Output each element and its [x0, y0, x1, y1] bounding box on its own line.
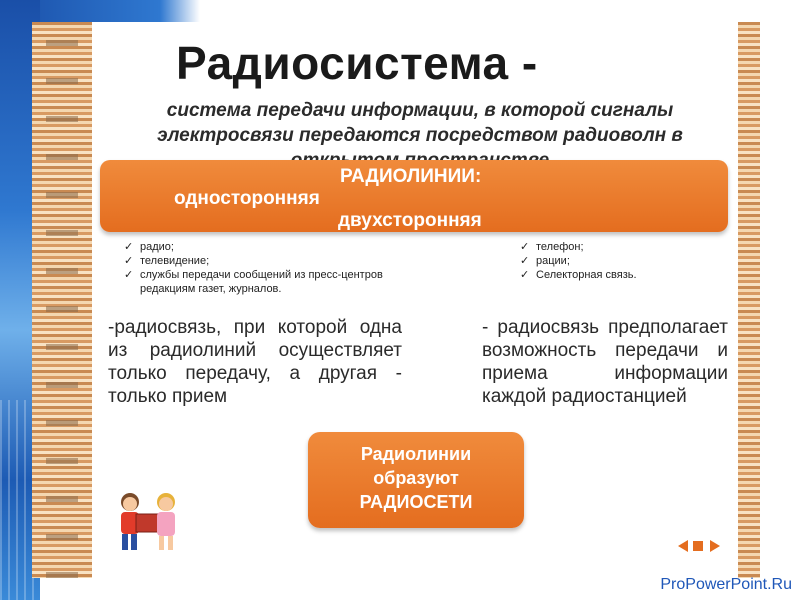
list-item: ✓ телефон; [520, 240, 640, 254]
background-top-strip [0, 0, 800, 24]
list-item: ✓ телевидение; [124, 254, 436, 268]
slide-subtitle: система передачи информации, в которой сигналы электросвязи передаются посредством радиоволн в [157, 100, 683, 146]
slide-title: Радиосистема - [176, 37, 538, 89]
box-line-1: Радиолинии [360, 444, 472, 464]
band-item-one-way: односторонняя [174, 188, 320, 209]
kids-illustration [110, 486, 186, 558]
paragraph-two-way: - радиосвязь предполагает возможность передачи и приема информации каждой радиостанцией [482, 317, 728, 407]
list-item: ✓ Селекторная связь. [520, 268, 640, 282]
list-item: ✓ рации; [520, 254, 640, 268]
list-item: ✓ радио; [124, 240, 436, 254]
radionetworks-box [308, 432, 524, 528]
band-title: РАДИОЛИНИИ: [340, 166, 482, 187]
watermark-link[interactable]: ProPowerPoint.Ru [660, 576, 792, 593]
radiolines-band [100, 160, 728, 232]
nav-arrows-icon[interactable] [676, 538, 722, 554]
spine-left-decoration [32, 22, 92, 578]
list-item: ✓ службы передачи сообщений из пресс-центров редакциям газет, журналов. [124, 268, 436, 296]
band-item-two-way: двухсторонняя [338, 210, 482, 231]
bullet-list-two-way [520, 240, 640, 282]
paragraph-one-way: -радиосвязь, при которой одна из радиолиний осуществляет только передачу, а другая - только прием [108, 317, 402, 407]
spine-right-decoration [738, 22, 760, 578]
box-line-2: образуют [373, 468, 459, 488]
bullet-list-one-way [124, 240, 436, 296]
box-line-3: РАДИОСЕТИ [359, 492, 473, 512]
